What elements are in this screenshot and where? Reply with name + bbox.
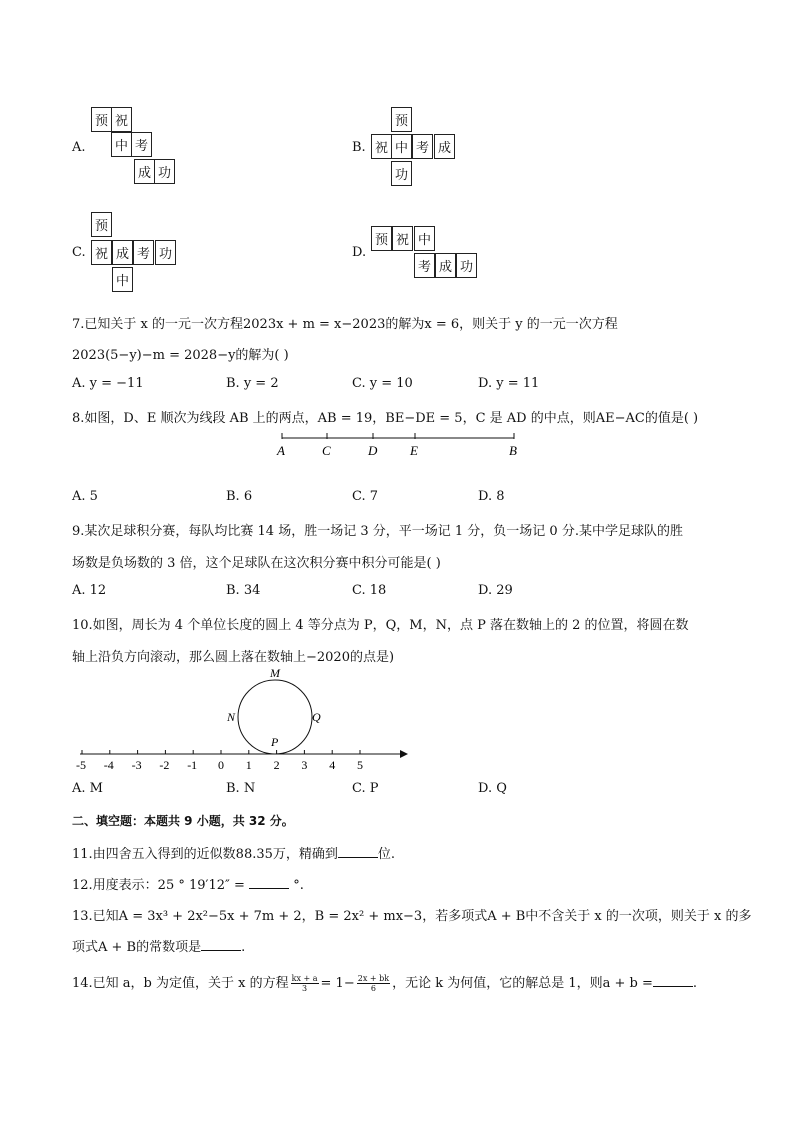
point-d-label: D: [368, 443, 378, 458]
q8-line-1: 8.如图，D、E 顺次为线段 AB 上的两点，AB = 19，BE−DE = 5，C 是 AD 的中点，则AE−AC的值是( ): [72, 411, 699, 426]
q14-text-end: .: [692, 976, 698, 991]
q7-line-1: 7.已知关于 x 的一元一次方程2023x + m = x−2023的解为x = 6，则关于 y 的一元一次方程: [72, 317, 618, 332]
q14-text-post: ，无论 k 为何值，它的解总是 1，则a + b =: [392, 976, 653, 991]
q7-option-c[interactable]: C. y = 10: [352, 376, 413, 391]
q14-fraction-1-num: kx + a: [291, 974, 318, 983]
q14-text-mid: = 1−: [320, 976, 355, 991]
q9-option-d[interactable]: D. 29: [478, 583, 513, 598]
q9-line-2: 场数是负场数的 3 倍，这个足球队在这次积分赛中积分可能是( ): [72, 556, 441, 571]
q12-blank[interactable]: [249, 876, 289, 889]
q9-option-b[interactable]: B. 34: [226, 583, 261, 598]
q12-text: 12.用度表示：25 ° 19′12″ =: [72, 878, 245, 893]
q11-blank[interactable]: [338, 845, 378, 858]
q10-option-c[interactable]: C. P: [352, 781, 379, 796]
q14-fraction-2-num: 2x + bk: [357, 974, 390, 983]
number-line-ticks: [76, 750, 363, 772]
q11-text-end: 位.: [377, 847, 396, 862]
net-b-cell-4: 考: [412, 134, 433, 159]
net-b-label: B.: [352, 140, 366, 155]
number-line-tick-label: 5: [357, 758, 363, 772]
net-a-cell-5: 成: [134, 159, 155, 184]
number-line-tick-label: 0: [218, 758, 224, 772]
number-line-tick-label: -1: [187, 758, 198, 772]
net-b-cell-6: 功: [391, 161, 412, 186]
q13-line-2: [72, 936, 245, 955]
net-c-label: C.: [72, 245, 86, 260]
q7-option-a[interactable]: A. y = −11: [72, 376, 144, 391]
segment-figure: [270, 428, 530, 462]
q7-line-2: 2023(5−y)−m = 2028−y的解为( ): [72, 348, 289, 363]
q8-option-b[interactable]: B. 6: [226, 489, 253, 504]
q12-text-end: °.: [293, 878, 304, 893]
number-line-tick-label: 4: [329, 758, 336, 772]
net-c-cell-2: 祝: [91, 240, 112, 265]
net-d-label: D.: [352, 245, 367, 260]
q12: [72, 874, 304, 893]
q9-option-a[interactable]: A. 12: [72, 583, 107, 598]
net-b-cell-5: 成: [434, 134, 455, 159]
net-a-cell-3: 中: [111, 132, 132, 157]
q10-line-1: 10.如图，周长为 4 个单位长度的圆上 4 等分点为 P，Q，M，N，点 P 落在数轴上的 2 的位置，将圆在数: [72, 618, 689, 633]
q7-option-b[interactable]: B. y = 2: [226, 376, 279, 391]
circle-label-n: N: [227, 710, 236, 724]
net-d-cell-5: 成: [435, 253, 456, 278]
q14-blank[interactable]: [653, 974, 693, 987]
circle-label-m: M: [270, 666, 280, 680]
net-d-cell-1: 预: [371, 226, 392, 251]
number-line-tick-label: 3: [301, 758, 308, 772]
number-line-tick-label: -2: [159, 758, 170, 772]
q10-line-2: 轴上沿负方向滚动，那么圆上落在数轴上−2020的点是): [72, 650, 395, 665]
q10-option-d[interactable]: D. Q: [478, 781, 507, 796]
net-b-cell-2: 祝: [371, 134, 392, 159]
q14-fraction-1: [291, 974, 319, 993]
q11: [72, 843, 395, 862]
q14-fraction-2: [357, 974, 390, 993]
net-d-cell-4: 考: [414, 253, 435, 278]
circle-label-q: Q: [312, 710, 321, 724]
q9-line-1: 9.某次足球积分赛，每队均比赛 14 场，胜一场记 3 分，平一场记 1 分，负一场记 0 分.某中学足球队的胜: [72, 524, 683, 539]
point-a-label: A: [277, 443, 285, 458]
q13-line-1: 13.已知A = 3x³ + 2x²−5x + 7m + 2，B = 2x² + mx−3，若多项式A + B中不含关于 x 的一次项，则关于 x 的多: [72, 909, 752, 924]
circle-label-p: P: [271, 735, 279, 749]
q7-option-d[interactable]: D. y = 11: [478, 376, 540, 391]
net-a-cell-1: 预: [91, 107, 112, 132]
number-line-tick-label: -3: [131, 758, 142, 772]
q10-option-b[interactable]: B. N: [226, 781, 256, 796]
net-c-cell-3: 成: [112, 240, 133, 265]
number-line-tick-label: 2: [273, 758, 280, 772]
q8-option-a[interactable]: A. 5: [72, 489, 98, 504]
point-b-label: B: [509, 443, 517, 458]
net-d-cell-3: 中: [414, 226, 435, 251]
q13-text: 项式A + B的常数项是: [72, 940, 202, 955]
net-c-cell-4: 考: [133, 240, 154, 265]
q14-text: 14.已知 a，b 为定值，关于 x 的方程: [72, 976, 289, 991]
q13-text-end: .: [241, 940, 246, 955]
net-c-cell-1: 预: [91, 212, 112, 237]
net-b-cell-1: 预: [391, 107, 412, 132]
q10-option-a[interactable]: A. M: [72, 781, 103, 796]
q13-blank[interactable]: [201, 938, 241, 951]
q14-fraction-1-den: 3: [302, 984, 308, 993]
q11-text: 11.由四舍五入得到的近似数88.35万，精确到: [72, 847, 338, 862]
number-line-tick-label: -4: [103, 758, 114, 772]
q14: [72, 972, 697, 993]
number-line-tick-label: -5: [76, 758, 86, 772]
q8-option-c[interactable]: C. 7: [352, 489, 379, 504]
net-c-cell-5: 功: [155, 240, 176, 265]
number-line-figure: [70, 665, 420, 773]
net-b-cell-3: 中: [391, 134, 412, 159]
section-2-heading: 二、填空题：本题共 9 小题，共 32 分。: [72, 814, 294, 828]
point-e-label: E: [410, 443, 418, 458]
net-a-cell-6: 功: [154, 159, 175, 184]
net-a-label: A.: [72, 140, 86, 155]
q14-fraction-2-den: 6: [370, 984, 376, 993]
net-a-cell-2: 祝: [111, 107, 132, 132]
number-line-tick-label: 1: [245, 758, 252, 772]
net-c-cell-6: 中: [112, 267, 133, 292]
point-c-label: C: [322, 443, 331, 458]
net-a-cell-4: 考: [131, 132, 152, 157]
net-d-cell-6: 功: [456, 253, 477, 278]
q9-option-c[interactable]: C. 18: [352, 583, 387, 598]
q8-option-d[interactable]: D. 8: [478, 489, 505, 504]
net-d-cell-2: 祝: [392, 226, 413, 251]
